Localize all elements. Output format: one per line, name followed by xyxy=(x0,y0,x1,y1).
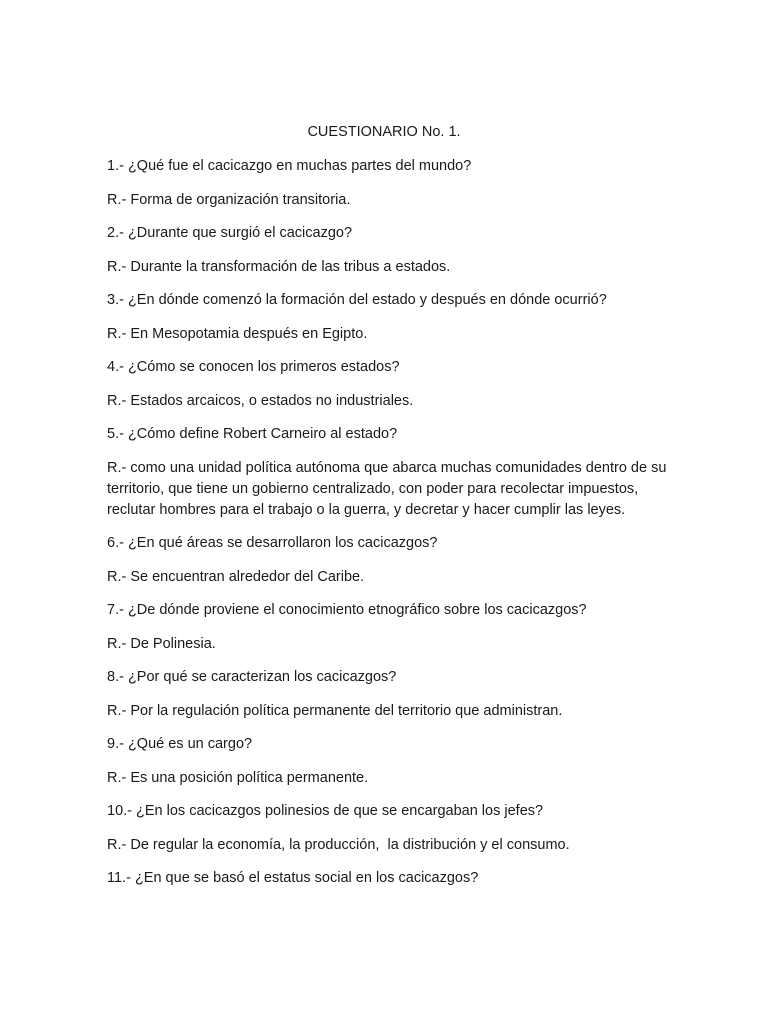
document-title: CUESTIONARIO No. 1. xyxy=(307,124,461,140)
question-9: 9.- ¿Qué es un cargo? xyxy=(107,736,253,752)
question-4: 4.- ¿Cómo se conocen los primeros estados? xyxy=(107,359,400,375)
question-6: 6.- ¿En qué áreas se desarrollaron los cacicazgos? xyxy=(107,535,438,551)
answer-2: R.- Durante la transformación de las tribus a estados. xyxy=(107,258,451,275)
question-1: 1.- ¿Qué fue el cacicazgo en muchas partes del mundo? xyxy=(107,158,472,174)
question-10: 10.- ¿En los cacicazgos polinesios de que se encargaban los jefes? xyxy=(107,803,544,819)
question-7: 7.- ¿De dónde proviene el conocimiento etnográfico sobre los cacicazgos? xyxy=(107,602,587,618)
question-11: 11.- ¿En que se basó el estatus social en los cacicazgos? xyxy=(107,870,479,886)
answer-3: R.- En Mesopotamia después en Egipto. xyxy=(107,325,368,342)
answer-9: R.- Es una posición política permanente. xyxy=(107,769,369,786)
question-2: 2.- ¿Durante que surgió el cacicazgo? xyxy=(107,225,353,241)
question-3: 3.- ¿En dónde comenzó la formación del estado y después en dónde ocurrió? xyxy=(107,292,607,308)
question-8: 8.- ¿Por qué se caracterizan los cacicazgos? xyxy=(107,669,397,685)
document-body xyxy=(107,156,672,902)
answer-10: R.- De regular la economía, la producción, la distribución y el consumo. xyxy=(107,836,570,853)
answer-8: R.- Por la regulación política permanente del territorio que administran. xyxy=(107,702,563,719)
answer-7: R.- De Polinesia. xyxy=(107,635,216,652)
answer-4: R.- Estados arcaicos, o estados no industriales. xyxy=(107,392,414,409)
answer-1: R.- Forma de organización transitoria. xyxy=(107,191,351,208)
question-5: 5.- ¿Cómo define Robert Carneiro al estado? xyxy=(107,426,398,442)
answer-6: R.- Se encuentran alrededor del Caribe. xyxy=(107,568,365,585)
answer-5: R.- como una unidad política autónoma que abarca muchas comunidades dentro de su territorio, que tiene un gobierno centralizado, con poder para recolectar impuestos, reclutar hombres para el trabajo o la guerra, y decretar y hacer cumplir las leyes. xyxy=(107,459,671,518)
